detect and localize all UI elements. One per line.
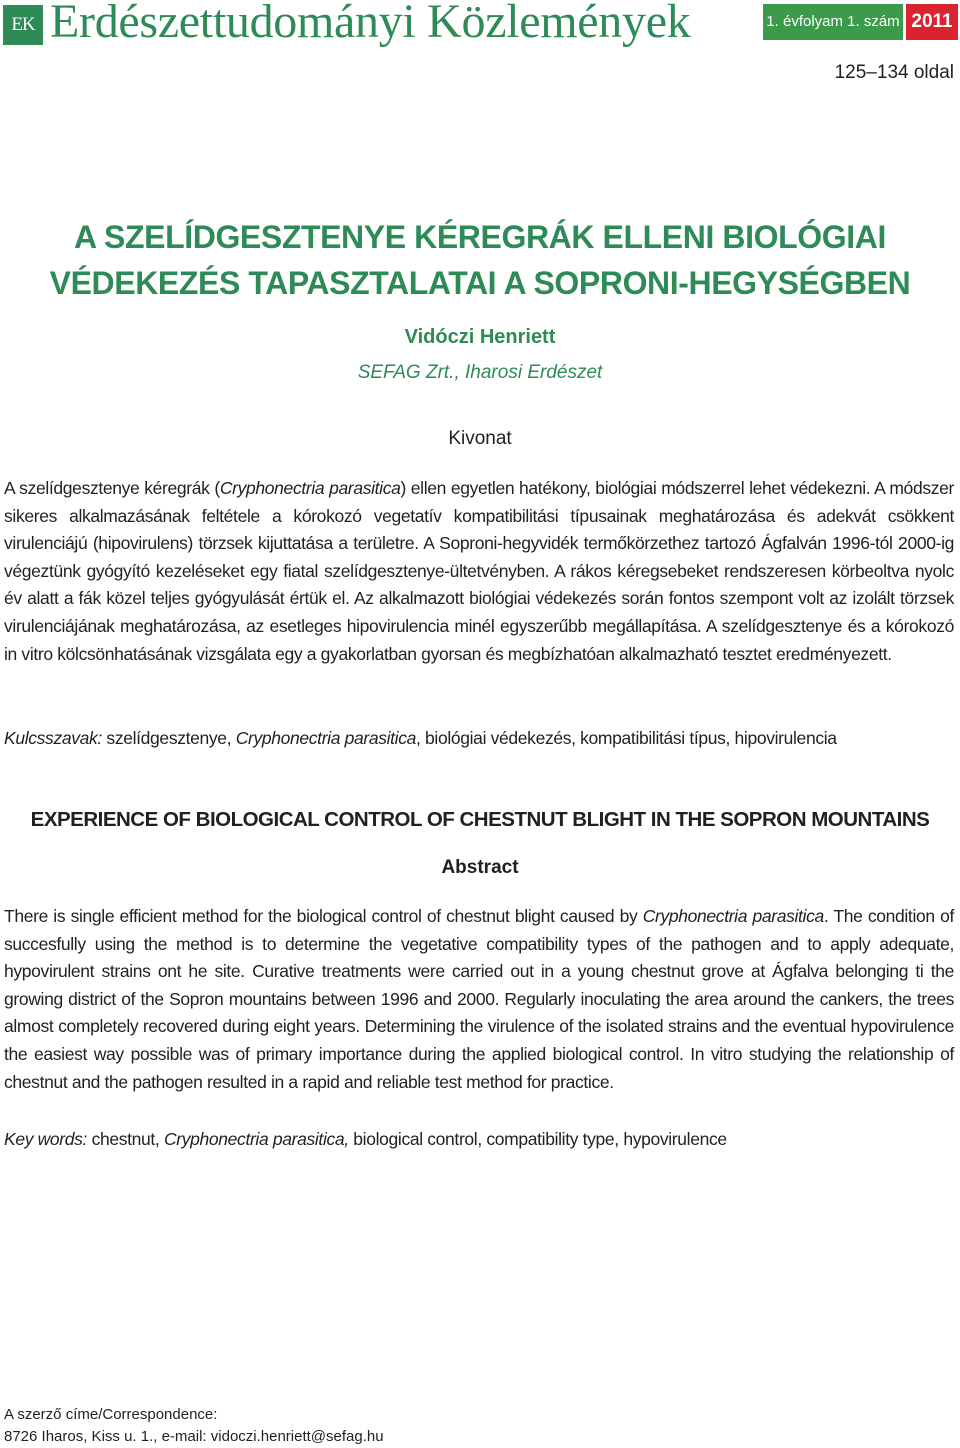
year-badge: 2011: [906, 4, 958, 40]
journal-logo: EK: [3, 5, 43, 45]
correspondence: [4, 1404, 384, 1448]
author-name: Vidóczi Henriett: [404, 326, 556, 348]
english-abstract: [4, 903, 954, 1096]
keywords-label: Key words:: [4, 1129, 88, 1149]
page-range: 125–134 oldal: [834, 62, 954, 83]
article-title-line-2: VÉDEKEZÉS TAPASZTALATAI A SOPRONI-HEGYSÉGBEN: [49, 265, 911, 301]
keywords-species: Cryphonectria parasitica: [235, 728, 417, 748]
author-affiliation: SEFAG Zrt., Iharosi Erdészet: [357, 362, 603, 383]
keywords-label: Kulcsszavak:: [4, 728, 102, 748]
abstract-text: ) ellen egyetlen hatékony, biológiai módszerrel lehet védekezni. A módszer sikeres alkalmazásának feltétele a kórokozó vegetatív kompatibilitási típusainak meghatározása és adekvát csökkent virulenciájú (hipovirulens) törzsek kijuttatása a területre. A Soproni-hegyvidék termőkörzethez tartozó Ágfalván 1996-tól 2000-ig végeztünk gyógyító kezeléseket egy fiatal szelídgesztenye-ültetvényben. A rákos kéregsebeket rendszeresen körbeoltva nyolc év alatt a fák közel teljes gyógyulását értük el. Az alkalmazott biológiai védekezés során fontos szempont volt az izolált törzsek virulenciájának meghatározása, az esetleges hipovirulencia minél egyszerűbb megállapítása. A szelídgesztenye és a kórokozó in vitro kölcsönhatásának vizsgálata egy a gyakorlatban gyorsan és megbízhatóan alkalmazható tesztet eredményezett.: [4, 478, 954, 664]
english-abstract-paragraph: [4, 903, 954, 1096]
correspondence-address: 8726 Iharos, Kiss u. 1., e-mail: vidoczi.henriett@sefag.hu: [4, 1428, 384, 1445]
article-title-line-1: A SZELÍDGESZTENYE KÉREGRÁK ELLENI BIOLÓGIAI: [74, 219, 886, 255]
hungarian-abstract-paragraph: [4, 475, 954, 668]
kivonat-heading: Kivonat: [448, 428, 512, 449]
abstract-text: A szelídgesztenye kéregrák (: [4, 478, 220, 498]
keywords-text: , biológiai védekezés, kompatibilitási típus, hipovirulencia: [416, 728, 837, 748]
journal-title: Erdészettudományi Közlemények: [50, 0, 691, 48]
abstract-text: There is single efficient method for the biological control of chestnut blight caused by: [4, 906, 643, 926]
hungarian-abstract: [4, 475, 954, 668]
english-title: EXPERIENCE OF BIOLOGICAL CONTROL OF CHESTNUT BLIGHT IN THE SOPRON MOUNTAINS: [30, 808, 930, 831]
keywords-species: Cryphonectria parasitica,: [163, 1129, 349, 1149]
issue-badge: 1. évfolyam 1. szám: [763, 4, 903, 40]
keywords-text: chestnut,: [87, 1129, 164, 1149]
correspondence-label: A szerző címe/Correspondence:: [4, 1406, 218, 1423]
keywords-text: szelídgesztenye,: [101, 728, 236, 748]
abstract-text: . The condition of succesfully using the method is to determine the vegetative compatibility types of the pathogen and to apply adequate, hypovirulent strains ont he site. Curative treatments were carried out in a young chestnut grove at Ágfalva belonging ti the growing district of the Sopron mountains between 1996 and 2000. Regularly inoculating the area around the cankers, the trees almost completely recovered during eight years. Determining the virulence of the isolated strains and the eventual hypovirulence the easiest way possible was of primary importance during the applied biological control. In vitro studying the relationship of chestnut and the pathogen resulted in a rapid and reliable test method for practice.: [4, 906, 954, 1092]
english-keywords: [4, 1126, 954, 1153]
keywords-text: biological control, compatibility type, hypovirulence: [348, 1129, 727, 1149]
article-title: [0, 214, 960, 306]
species-name: Cryphonectria parasitica: [219, 478, 401, 498]
abstract-heading: Abstract: [441, 857, 519, 878]
species-name: Cryphonectria parasitica: [642, 906, 824, 926]
hungarian-keywords: [4, 725, 954, 752]
